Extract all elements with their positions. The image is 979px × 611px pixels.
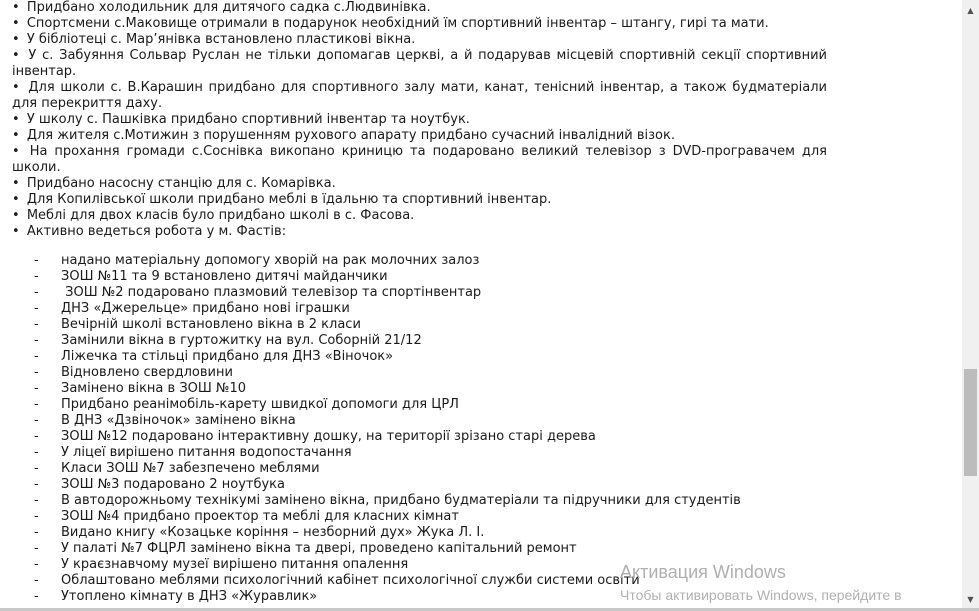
- bullet-icon: •: [12, 32, 20, 47]
- paragraph: • Придбано насосну станцію для с. Комарівка.: [12, 176, 336, 191]
- bullet-icon: •: [12, 176, 20, 191]
- bullet-icon: •: [12, 80, 20, 95]
- dash-icon: -: [34, 477, 39, 492]
- vertical-scrollbar[interactable]: [962, 0, 979, 608]
- watermark-subtitle: Чтобы активировать Windows, перейдите в: [620, 587, 902, 603]
- paragraph: • У с. Забуяння Сольвар Руслан не тільки допомагав церкві, а й подарував місцевій спортивній секції спортивний інвентар.: [12, 48, 827, 79]
- list-item: - надано матеріальну допомогу хворій на рак молочних залоз: [34, 253, 480, 268]
- paragraph: • Для школи с. В.Карашин придбано для спортивного залу мати, канат, тенісний інвентар, а також будматеріали для перекриття даху.: [12, 80, 827, 111]
- fastiv-works-list: [34, 253, 794, 605]
- paragraph: • Для жителя с.Мотижин з порушенням рухового апарату придбано сучасний інвалідний візок.: [12, 128, 675, 143]
- paragraph: • Активно ведеться робота у м. Фастів:: [12, 224, 287, 239]
- bullet-icon: •: [12, 208, 20, 223]
- paragraph: • У школу с. Пашківка придбано спортивний інвентар та ноутбук.: [12, 112, 470, 127]
- list-item: - Замінили вікна в гуртожитку на вул. Соборній 21/12: [34, 333, 422, 348]
- list-item: - Відновлено свердловини: [34, 365, 233, 380]
- list-item: - ЗОШ №4 придбано проектор та меблі для класних кімнат: [34, 509, 459, 524]
- list-item: - ДНЗ «Джерельце» придбано нові іграшки: [34, 301, 350, 316]
- scrollbar-thumb[interactable]: [964, 369, 977, 476]
- dash-icon: -: [34, 381, 39, 396]
- bullet-icon: •: [12, 144, 20, 159]
- bullet-icon: •: [12, 128, 20, 143]
- list-item: - У ліцеї вирішено питання водопостачання: [34, 445, 352, 460]
- dash-icon: -: [34, 365, 39, 380]
- dash-icon: -: [34, 493, 39, 508]
- list-item: - ЗОШ №3 подаровано 2 ноутбука: [34, 477, 286, 492]
- dash-icon: -: [34, 461, 39, 476]
- bullet-icon: •: [12, 224, 20, 239]
- list-item: - У краєзнавчому музеї вирішено питання опалення: [34, 557, 409, 572]
- list-item: - Вечірній школі встановлено вікна в 2 класи: [34, 317, 361, 332]
- list-item: - Придбано реанімобіль-карету швидкої допомоги для ЦРЛ: [34, 397, 459, 412]
- dash-icon: -: [34, 333, 39, 348]
- list-item: - Облаштовано меблями психологічний кабінет психологічної служби системи освіти: [34, 573, 640, 588]
- dash-icon: -: [34, 525, 39, 540]
- list-item: - Видано книгу «Козацьке коріння – незборний дух» Жука Л. І.: [34, 525, 485, 540]
- scroll-up-arrow-icon[interactable]: ▲: [967, 6, 974, 15]
- dash-icon: -: [34, 589, 39, 604]
- dash-icon: -: [34, 509, 39, 524]
- list-item: - ЗОШ №2 подаровано плазмовий телевізор та спортінвентар: [34, 285, 482, 300]
- dash-icon: -: [34, 573, 39, 588]
- scroll-down-arrow-icon[interactable]: ▼: [967, 595, 974, 604]
- paragraph: • На прохання громади с.Соснівка викопано криницю та подаровано великий телевізор з DVD-програвачем для школи.: [12, 144, 827, 175]
- dash-icon: -: [34, 253, 39, 268]
- list-item: - ЗОШ №11 та 9 встановлено дитячі майданчики: [34, 269, 388, 284]
- paragraph: • Спортсмени с.Маковище отримали в подарунок необхідний їм спортивний інвентар – штангу, гирі та мати.: [12, 16, 769, 31]
- watermark-title: Активация Windows: [620, 562, 786, 582]
- dash-icon: -: [34, 301, 39, 316]
- dash-icon: -: [34, 413, 39, 428]
- dash-icon: -: [34, 269, 39, 284]
- dash-icon: -: [34, 445, 39, 460]
- paragraph: • У бібліотеці с. Мар’янівка встановлено пластикові вікна.: [12, 32, 416, 47]
- list-item: - Утоплено кімнату в ДНЗ «Журавлик»: [34, 589, 318, 604]
- paragraph: • Меблі для двох класів було придбано школі в с. Фасова.: [12, 208, 415, 223]
- dash-icon: -: [34, 541, 39, 556]
- dash-icon: -: [34, 317, 39, 332]
- bullet-icon: •: [12, 48, 20, 63]
- list-item: - Замінено вікна в ЗОШ №10: [34, 381, 246, 396]
- dash-icon: -: [34, 557, 39, 572]
- list-item: - Класи ЗОШ №7 забезпечено меблями: [34, 461, 320, 476]
- article-body: [12, 0, 827, 240]
- list-item: - ЗОШ №12 подаровано інтерактивну дошку, на території зрізано старі дерева: [34, 429, 596, 444]
- paragraph: • Придбано холодильник для дитячого садка с.Людвинівка.: [12, 0, 431, 15]
- bullet-icon: •: [12, 112, 20, 127]
- list-item: - В ДНЗ «Дзвіночок» замінено вікна: [34, 413, 296, 428]
- list-item: - В автодорожньому технікумі замінено вікна, придбано будматеріали та підручники для студентів: [34, 493, 741, 508]
- bullet-icon: •: [12, 16, 20, 31]
- list-item: - Ліжечка та стільці придбано для ДНЗ «Віночок»: [34, 349, 394, 364]
- bullet-icon: •: [12, 192, 20, 207]
- dash-icon: -: [34, 429, 39, 444]
- dash-icon: -: [34, 349, 39, 364]
- bullet-icon: •: [12, 0, 20, 15]
- dash-icon: -: [34, 285, 39, 300]
- dash-icon: -: [34, 397, 39, 412]
- paragraph: • Для Копилівської школи придбано меблі в їдальню та спортивний інвентар.: [12, 192, 552, 207]
- list-item: - У палаті №7 ФЦРЛ замінено вікна та двері, проведено капітальний ремонт: [34, 541, 577, 556]
